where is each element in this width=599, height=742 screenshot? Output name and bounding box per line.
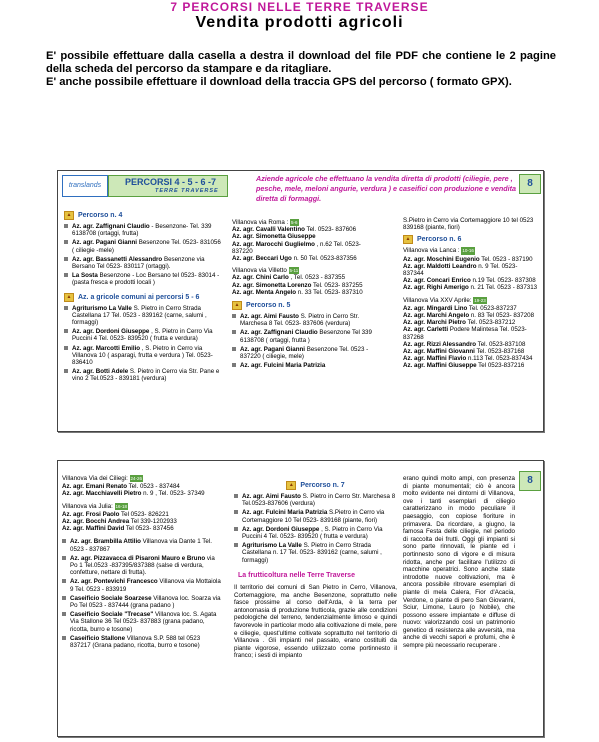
business-details: Tel. 0523 - 837484 [126, 483, 180, 491]
list-item [64, 328, 222, 342]
business-details: , S. Pietro in Cerro via Villanova 10 ( asparagi, frutta e verdura ) Tel. 0523- 836410 [72, 344, 213, 367]
bullet-icon [64, 369, 68, 373]
address-line [403, 284, 539, 291]
business-details: Besenzone Tel. 0523- 831056 ( ciliegie -mele) [72, 239, 221, 254]
business-details: Tel. 0523 - 837190 [479, 255, 533, 263]
business-name: Az. agr. Brambilla Attilio [70, 538, 141, 546]
business-details: Besenzone via Bersano Tel 0523- 830117 (ortaggi). [72, 255, 205, 271]
frutticoltura-heading: La frutticoltura nelle Terre Traverse [238, 571, 355, 579]
page-subtitle: Vendita prodotti agricoli [195, 14, 404, 31]
intro-paragraph: E' possibile effettuare dalla casella a destra il download del file PDF che contiene le 2 pagine della scheda del percorso da stampare e da ritagliare. [46, 50, 556, 75]
bullet-icon [232, 347, 236, 351]
section-label: Az. a gricole comuni ai percorsi 5 - 6 [78, 293, 200, 301]
section-label: Percorso n. 7 [300, 481, 345, 489]
business-name: Az. agr. Dordoni Giuseppe [72, 328, 150, 336]
business-name: Az. agr. Maffini Giovanni [403, 348, 475, 356]
business-details: Villanova via Villetto [232, 267, 289, 275]
route-icon: ▲ [232, 301, 242, 310]
section-heading [403, 235, 539, 244]
aziende-description: Aziende agricole che effettuano la vendita diretta di prodotti (ciliegie, pere , pesche, mele, meloni angurie, verdura ) e caseifici con produzione e vendita diretta di formaggi. [256, 174, 517, 203]
business-details: S. Pietro in Cerro via Str. Pane e vino 2 Tel.0523 - 839181 (verdura) [72, 368, 220, 383]
address-line [403, 312, 539, 319]
list-item [62, 578, 222, 592]
business-details: , n.62 Tel. 0523- 837220 [232, 240, 361, 255]
address-line [62, 511, 222, 518]
list-item [64, 368, 222, 382]
route-icon: ▲ [403, 235, 413, 244]
business-name: Az. agr. Pagani Gianni [240, 345, 305, 353]
business-name: Az. agr. Maffini Giuseppe [403, 362, 477, 370]
section-heading [64, 293, 222, 302]
address-line [403, 326, 539, 340]
business-name: Az. agr. Dordoni Giuseppe [242, 525, 320, 533]
list-item [64, 305, 222, 327]
business-name: Az. agr. Maffini Flavio [403, 355, 467, 363]
business-name: Az. agr. Marchi Pietro [403, 319, 466, 327]
list-item [234, 509, 397, 523]
bullet-icon [234, 527, 238, 531]
column-1 [64, 209, 222, 385]
list-item [234, 493, 397, 507]
address-line [232, 289, 380, 296]
business-name: Az. agr. Fulcini Maria Patrizia [242, 509, 328, 517]
bullet-icon [62, 556, 66, 560]
business-details: Tel. 0523-837212 [465, 319, 516, 327]
business-name: Az. agr. Cavalli Valentino [232, 226, 305, 234]
band-subtitle: TERRE TRAVERSE [155, 188, 219, 194]
business-name: Caseificio Stallone [70, 634, 126, 642]
business-name: Az. agr. Rizzi Alessandro [403, 340, 477, 348]
business-name: Az. agr. Pontevichi Francesco [70, 578, 158, 586]
business-details: - Besenzone- Tel. 339 6138708 (ortaggi, frutta) [72, 223, 212, 238]
business-name: Az. agr. Pagani Gianni [72, 239, 137, 247]
bullet-icon [64, 224, 68, 228]
address-line [403, 277, 539, 284]
business-details: n.19 Tel. 0523- 837308 [470, 277, 536, 285]
frutticoltura-text: Il territorio dei comuni di San Pietro in Cerro, Villanova, Cortemaggiore, ma anche Besenzone, soprattutto nelle fasce prossime al corso dell'Arda, è la terra per antonomasia di produzione frutticola, grazie alle condizioni pedologiche del terreno, tendenzialmente limoso e quindi favorevole in particolar modo alla coltivazione di mele, pere e ciliegie, quest'ultime coltivate soprattutto nel territorio di Villanova . Gli impianti nel passato, erano costituiti da piante vigorose, essendo utilizzato come portinnesto il franco; i sesti di impianto [234, 584, 397, 660]
translands-logo: translands [62, 175, 108, 197]
section-heading [234, 481, 397, 490]
business-details: S. Pietro in Cerro Str. Marchesa 8 Tel. 0523- 837606 (verdura) [240, 313, 360, 328]
address-line [232, 233, 380, 240]
business-details: Villanova loc. Soarza via Po Tel 0523 - 837444 (grana padano ) [70, 594, 221, 610]
address-line [403, 341, 539, 348]
location-tag: 5-6 [291, 220, 298, 225]
bullet-icon [64, 329, 68, 333]
list-item [62, 555, 222, 577]
business-details: Tel 0523-837216 [476, 362, 525, 370]
bullet-icon [64, 346, 68, 350]
list-item [64, 223, 222, 237]
column-3 [403, 475, 515, 650]
list-item [62, 595, 222, 609]
business-name: Az. agr. Bocchi Andrea [62, 518, 130, 526]
address-line [62, 518, 222, 525]
section-label: Percorso n. 5 [246, 301, 291, 309]
business-details: , S. Pietro in Cerro Via Puccini 4 Tel. 0523- 839520 ( frutta e verdura) [242, 525, 383, 541]
bullet-icon [64, 257, 68, 261]
business-details: Villanova via Roma : [232, 219, 291, 226]
business-name: Az. agr. Maffini David [62, 525, 125, 533]
street-heading: Villanova Via XXV Aprile: 19-23 [403, 296, 486, 304]
bullet-icon [234, 494, 238, 498]
bullet-icon [62, 636, 66, 640]
column-2 [234, 479, 397, 660]
business-name: Az. agr. Frosi Paolo [62, 510, 120, 518]
address-line [62, 490, 222, 497]
business-name: Az. agr. Simonetta Giuseppe [232, 233, 316, 241]
business-name: Az. agr. Carletti [403, 326, 449, 334]
intro-text [46, 50, 556, 89]
bullet-icon [64, 240, 68, 244]
business-details: n. 9 , Tel. 0523- 37349 [141, 490, 205, 498]
business-details: n. 21 Tel. 0523 - 837313 [468, 284, 538, 292]
column-1 [62, 475, 222, 651]
bullet-icon [232, 363, 236, 367]
column-2 [232, 219, 380, 371]
business-name: Az. agr. Concari Enrico [403, 277, 471, 285]
location-tag: 24-26 [130, 476, 143, 481]
column-3 [403, 217, 539, 370]
business-name: Agriturismo La Valle [242, 542, 302, 550]
location-tag: 5-11 [289, 268, 299, 274]
band-title: PERCORSI 4 - 5 - 6 -7 [125, 177, 217, 187]
location-tag: 19-23 [474, 297, 486, 303]
bullet-icon [62, 596, 66, 600]
download-badge[interactable]: 8 [519, 174, 541, 194]
route-icon: ▲ [286, 481, 296, 490]
business-details: n. 9 Tel. 0523- 837344 [403, 262, 518, 278]
business-details: Villanova S.P. 588 tel 0523 837217 (Grana padano, ricotta, burro e tosone) [70, 634, 201, 650]
address-line [403, 319, 539, 326]
page-title: 7 PERCORSI NELLE TERRE TRAVERSE [170, 0, 429, 14]
download-badge[interactable]: 8 [519, 471, 541, 491]
address-line [403, 348, 539, 355]
list-item [62, 538, 222, 552]
section-heading [232, 301, 380, 310]
bullet-icon [234, 543, 238, 547]
bullet-icon [62, 539, 66, 543]
business-name: Az. agr. Simonetta Lorenzo [232, 281, 312, 289]
route-icon: ▲ [64, 293, 74, 302]
street-heading: Villanova via Lanca : 10-16 [403, 247, 474, 255]
percorsi-band [108, 175, 228, 197]
business-details: Besenzone Tel. 0523 - 837220 ( ciliegie, mele) [240, 345, 369, 361]
address-line [232, 267, 380, 274]
business-details: Podere Malintesa Tel. 0523- 837268 [403, 326, 527, 341]
business-details: Tel. 0523-837108 [476, 340, 526, 348]
intro-paragraph: E' anche possibile effettuare il download della traccia GPS del percorso ( formato GPX). [46, 76, 512, 88]
business-name: Az. agr. Aimi Fausto [240, 313, 299, 321]
list-item [62, 635, 222, 649]
address-line [232, 241, 380, 255]
business-details: Tel. 0523- 837606 [304, 226, 357, 234]
frutticoltura-text-continued: erano quindi molto ampi, con presenza di piante monumentali; ciò è ancora molto evidente nei dintorni di Villanova, ove i tanti esemplari di ciliegio caratterizzano in modo peculiare il paesaggio, con copiose fioriture in primavera. Da ricordare, a giugno, la famosa Festa delle ciliegie, nel periodo di raccolta dei frutti. Oggi gli impianti si sono parte rinnovati, le piante ed i portinnesto sono di vigore e di misura ridotta, anche per facilitare l'utilizzo di macchine operatrici. Sono anche state introdotte nuove coltivazioni, ma è ancora possibile ritrovare esemplari di piante di mela Calera, Fior d'Acacia, Verdone, o piante di pero San Giovanni, Sciur, Limone, Lauro (o Nobile), che possono essere impiantate e diffuse di nuovo: valorizzando così un patrimonio genetico di resistenza alle avversità, ma anche di vecchi sapori e profumi, che è sempre più necessario recuperare . [403, 475, 515, 650]
list-item [232, 362, 380, 369]
business-details: n. 83 Tel 0523- 837208 [469, 312, 535, 320]
brochure-page-2[interactable] [57, 460, 544, 737]
list-item [234, 542, 397, 564]
business-details: Tel. 0523-837168 [474, 348, 525, 356]
business-details: Besenzone Tel 339 6138708 ( ortaggi, frutta ) [240, 329, 372, 344]
business-details: , S. Pietro in Cerro Via Puccini 4 Tel. 0523- 839520 ( frutta e verdura) [72, 328, 213, 343]
business-details: n.113 Tel. 0523-837434 [466, 355, 533, 363]
list-item [232, 346, 380, 360]
business-name: Agriturismo La Valle [72, 304, 132, 312]
bullet-icon [64, 273, 68, 277]
business-name: La Sosta [72, 272, 98, 280]
address-line [62, 483, 222, 490]
bullet-icon [232, 314, 236, 318]
list-item [232, 313, 380, 327]
section-label: Percorso n. 6 [417, 236, 462, 244]
business-details: S. Pietro in Cerro Str. Marchesa 8 Tel.0523-837606 (verdura) [242, 493, 396, 508]
location-tag: 16-18 [115, 503, 128, 509]
list-item [64, 272, 222, 286]
address-line [232, 255, 380, 262]
business-name: Az. agr. Aimi Fausto [242, 493, 301, 500]
business-name: Az. agr. Macchiavelli Pietro [62, 490, 142, 498]
business-name: Az. agr. Maldotti Leandro [403, 262, 477, 270]
address-line [232, 226, 380, 233]
list-item [64, 239, 222, 253]
business-name: Az. agr. Beccari Ugo [232, 255, 292, 263]
bullet-icon [62, 579, 66, 583]
list-item [234, 526, 397, 540]
business-name: Caseificio Sociale Soarzese [70, 594, 152, 602]
brochure-page-1[interactable] [57, 170, 544, 432]
business-name: Az. agr. Mingardi Lino [403, 304, 468, 312]
bullet-icon [62, 612, 66, 616]
address-line [403, 355, 539, 362]
address-line [232, 219, 380, 226]
business-name: Az. agr. Emani Renato [62, 483, 127, 491]
address-line [232, 282, 380, 289]
business-details: Villanova via Mottaiola 9 Tel. 0523 - 833919 [70, 578, 221, 593]
address-line [403, 263, 539, 277]
list-item [64, 345, 222, 367]
business-details: Villanova loc. S. Agata Via Stallone 36 Tel 0523- 837883 (grana padano, ricotta, burro e tosone) [70, 611, 217, 633]
business-details: Tel. 0523-837237 [467, 304, 517, 312]
business-details: , Tel. 0523 - 837355 [288, 274, 346, 282]
address-line [232, 274, 380, 281]
business-name: Az. agr. Marcotti Emilio [72, 344, 141, 352]
business-name: Az. agr. Pizzavacca di Pisaroni Mauro e Bruno [70, 554, 206, 562]
route-icon: ▲ [64, 211, 74, 220]
business-details: Tel 339-1202933 [129, 518, 177, 526]
business-name: Caseificio Sociale "Trecase" [70, 611, 154, 619]
address-line: S.Pietro in Cerro via Cortemaggiore 10 tel 0523 839168 (piante, fiori) [403, 217, 534, 232]
address-line [403, 305, 539, 312]
bullet-icon [234, 510, 238, 514]
business-details: via Po 1 Tel.0523 -837395/837388 (salse di verdura, confetture, nettare di frutta). [70, 554, 215, 577]
street-heading: Villanova via Julia: 16-18 [62, 502, 128, 510]
business-name: Az. agr. Fulcini Maria Patrizia [240, 362, 326, 370]
business-name: Az. agr. Moschini Eugenio [403, 255, 480, 263]
location-tag: 10-16 [462, 248, 474, 254]
business-details: Besenzone - Loc Bersano tel 0523- 83014 - (pasta fresca e prodotti locali ) [72, 272, 220, 287]
bullet-icon [232, 330, 236, 334]
bullet-icon [64, 306, 68, 310]
business-details: Tel. 0523- 837255 [311, 281, 363, 289]
business-details: Villanova via Dante 1 Tel. 0523 - 837867 [70, 538, 212, 553]
business-details: S. Pietro in Cerro Strada Castellana 17 Tel. 0523 - 839162 (carne, salumi , formaggi) [72, 304, 207, 327]
list-item [62, 611, 222, 633]
street-heading: Villanova Via dei Ciliegi: 24-26 [62, 475, 143, 482]
list-item [64, 256, 222, 270]
business-name: Az. agr. Botti Adele [72, 368, 129, 376]
business-name: Az. agr. Zaffignani Claudio [72, 223, 150, 230]
business-details: n. 33 Tel. 0523- 837310 [296, 288, 363, 296]
business-details: Tel 0523- 826221 [119, 510, 169, 518]
business-details: Tel 0523- 837456 [124, 525, 174, 533]
business-details: n. 50 Tel. 0523-837356 [291, 255, 357, 263]
business-details: S. Pietro in Cerro Strada Castellana n. 17 Tel. 0523- 839162 (carne, salumi , formaggi) [242, 542, 382, 564]
business-name: Az. agr. Bassanetti Alessandro [72, 255, 163, 263]
business-name: Az. agr. Zaffignani Claudio [240, 329, 318, 337]
list-item [232, 329, 380, 343]
business-name: Az. agr. Righi Amerigo [403, 284, 469, 292]
address-line [62, 525, 222, 532]
business-name: Az. agr. Chini Carlo [232, 274, 289, 282]
section-label: Percorso n. 4 [78, 211, 123, 219]
business-name: Az. agr. Menta Angelo [232, 288, 297, 296]
business-details: S.Pietro in Cerro via Cortemaggiore 10 Tel 0523- 839168 (piante, fiori) [242, 509, 385, 524]
address-line [403, 256, 539, 263]
business-name: Az. agr. Marchi Angelo [403, 312, 470, 320]
address-line [403, 362, 539, 369]
business-name: Az. agr. Marocchi Guglielmo [232, 240, 315, 248]
section-heading [64, 211, 222, 220]
